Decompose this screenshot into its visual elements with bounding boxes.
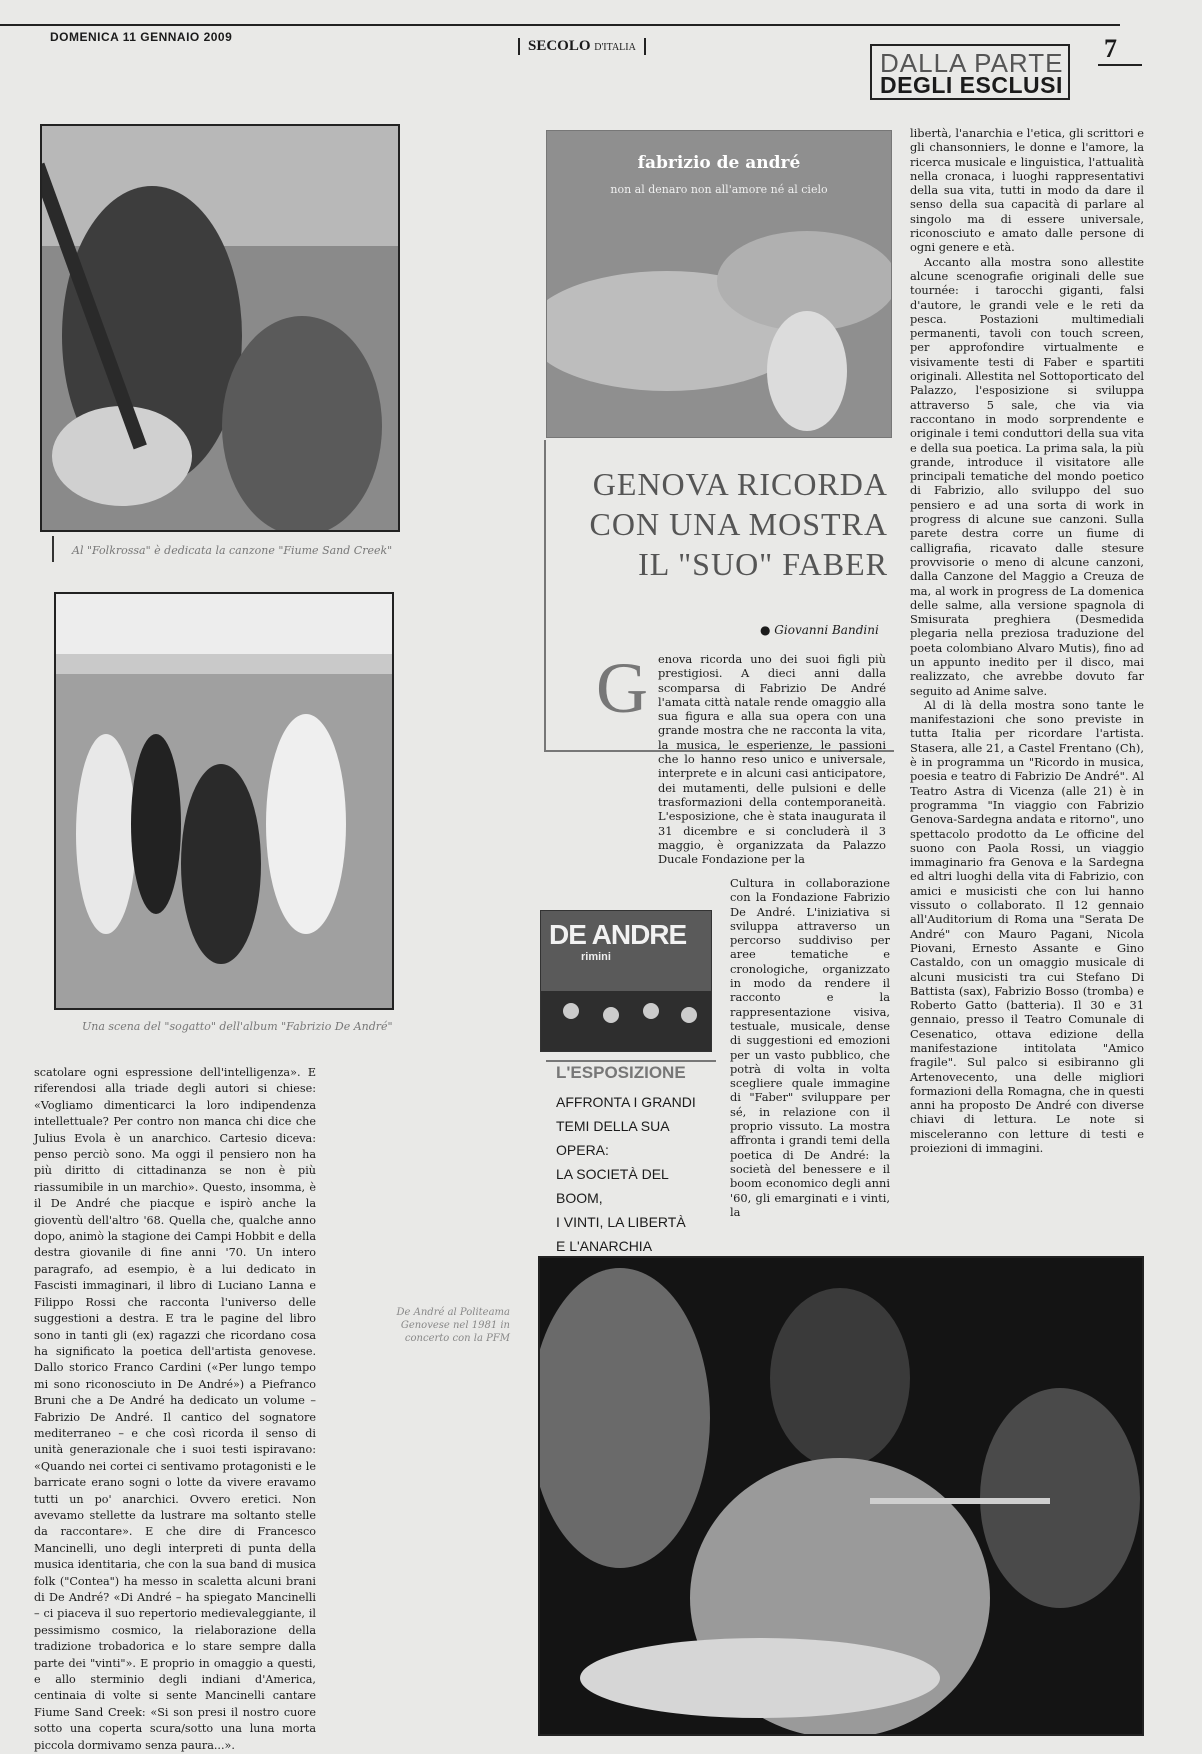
- headline-line2: CON UNA MOSTRA: [589, 506, 888, 542]
- byline: ● Giovanni Bandini: [760, 623, 879, 637]
- section-title-line2: DEGLI ESCLUSI: [880, 72, 1063, 98]
- newspaper-logo: [518, 38, 646, 55]
- author-name: Giovanni Bandini: [774, 623, 879, 637]
- sidebar-summary: [556, 1090, 716, 1258]
- photo1-caption: Al "Folkrossa" è dedicata la canzone "Fiume Sand Creek": [72, 544, 393, 557]
- right-paragraph-2: Accanto alla mostra sono allestite alcune scenografie originali delle sue tournée: i tarocchi giganti, falsi d'autore, le grandi vele e le reti da pesca. Postazioni multimediali permanenti, tavoli con touch screen, per approfondire virtualmente e visivamente testi di Faber e spartiti originali. Allestita nel Sottoporticato del Palazzo, l'esposizione si sviluppa attraverso 5 sale, che via via raccontano in modo sorprendente e originale i temi conduttori della sua vita e della sua poetica. La prima sala, la più grande, introduce il visitatore alle principali tematiche del mondo poetico di Fabrizio, allo sviluppo del suo pensiero e ad una sorta di work in progress di alcune sue canzoni. Sulla parete destra corre un fiume di calligrafia, ricavato dalle stesure provvisorie o meno di alcune canzoni, dalla Canzone del Maggio a Creuza de ma, al work in progress de La domenica delle salme, alla versione spagnola di Smisurata preghiera (Desmedida plegaria nella preziosa traduzione del poeta colombiano Alvaro Mutis), fino ad un appunto inedito per il disco, mai realizzato, che avrebbe dovuto far seguito ad Anime salve.: [910, 254, 1144, 698]
- right-column-text: [910, 126, 1144, 1155]
- book-subtitle: rimini: [581, 951, 611, 963]
- right-paragraph-3: Al di là della mostra sono tante le manifestazioni che sono previste in tutta Italia per ricordare l'artista. Stasera, alle 21, a Castel Frentano (Ch), è in programma un "Ricordo in musica, poesia e teatro di Fabrizio De André". Al Teatro Astra di Vicenza (alle 21) è in programma "In viaggio con Fabrizio Genova-Sardegna andata e ritorno", uno spettacolo prodotto da Le officine del suono con Paola Rossi, un viaggio immaginario fra Genova e la Sardegna ed altri luoghi della vita di Fabrizio, con amici e musicisti che con lui hanno vissuto o collaborato. Il 12 gennaio all'Auditorium di Roma una "Serata De André" con Mauro Pagani, Nicola Piovani, Ernesto Assante e Gino Castaldo, con un omaggio musicale di alcuni musicisti tra cui Stefano Di Battista (sax), Fabrizio Bosso (tromba) e Roberto Gatto (batteria). Il 30 e 31 gennaio, presso il Teatro Comunale di Cesenatico, ottava edizione della manifestazione intitolata "Amico fragile". Sul palco si esibiranno gli Artenovecento, una delle migliori formazioni della Romagna, che in questi anni ha proposto De André con diverse chiavi di lettura. Le note si misceleranno con letture di testi e proiezioni di immagini.: [910, 697, 1144, 1156]
- page-number-rule: [1098, 64, 1142, 66]
- sidebar-line: TEMI DELLA SUA OPERA:: [556, 1118, 669, 1158]
- right-paragraph-1: libertà, l'anarchia e l'etica, gli scrittori e gli chansonniers, le donne e l'amore, la ricerca musicale e linguistica, l'attualità nella cronaca, i luoghi rappresentativi della sua vita, tutti in modo da dare il senso della sua capacità di parlare al singolo ma di essere universale, riconosciuto e amato dalle persone di ogni genere e età.: [910, 126, 1144, 255]
- lead-paragraph-top: [658, 652, 886, 866]
- middle-column-text: [730, 876, 890, 1219]
- headline-line3: IL "SUO" FABER: [638, 546, 888, 582]
- cover-sky-image: [547, 131, 891, 437]
- sidebar-line: LA SOCIETÀ DEL BOOM,: [556, 1166, 669, 1206]
- middle-text: Cultura in collaborazione con la Fondazione Fabrizio De André. L'iniziativa si sviluppa attraverso un percorso suddiviso per aree tematiche e cronologiche, organizzato in modo da rendere il racconto e la rappresentazione visiva, testuale, musicale, dense di suggestioni ed emozioni per un vasto pubblico, che potrà di volta in volta scegliere quale immagine di "Faber" sviluppare per sé, in relazione con il proprio vissuto. La mostra affronta i grandi temi della poetica di De André: la società del benessere e il boom economico degli anni '60, gli emarginati e i vinti, la: [730, 876, 890, 1219]
- photo-figures-field: [54, 592, 394, 1010]
- book-title: DE ANDRE: [549, 919, 687, 950]
- photo-concert: [538, 1256, 1144, 1736]
- sidebar-rule: [546, 1060, 716, 1062]
- sidebar-line: AFFRONTA I GRANDI: [556, 1094, 696, 1110]
- masthead-rule: [0, 24, 1120, 26]
- drop-cap: G: [596, 648, 648, 728]
- photo-concert-image: [540, 1258, 1142, 1734]
- left-column-text: [34, 1065, 316, 1754]
- headline: [552, 464, 888, 584]
- photo-native-american-image: [42, 126, 398, 530]
- cover-subtitle: non al denaro non all'amore né al cielo: [610, 183, 828, 196]
- newspaper-name: SECOLO: [528, 38, 591, 54]
- concert-caption: De André al Politeama Genovese nel 1981 in concerto con la PFM: [396, 1307, 510, 1344]
- cover-title: fabrizio de andré: [637, 153, 801, 173]
- newspaper-suffix: D'ITALIA: [594, 42, 636, 53]
- lead-text: enova ricorda uno dei suoi figli più prestigiosi. A dieci anni dalla scomparsa di Fabrizio De André l'amata città natale rende omaggio alla sua figura e alla sua opera con una grande mostra che ne racconta la vita, la musica, le esperienze, le passioni che lo hanno reso unico e universale, interprete e in alcuni casi anticipatore, dei mutamenti, delle pulsioni e delle trasformazioni della contemporaneità. L'esposizione, che è stata inaugurata il 31 dicembre e si concluderà il 3 maggio, è organizzata da Palazzo Ducale Fondazione per la: [658, 652, 886, 867]
- headline-line1: GENOVA RICORDA: [592, 466, 888, 502]
- section-title-line1: DALLA PARTE: [880, 48, 1064, 78]
- sidebar-line: E L'ANARCHIA: [556, 1238, 653, 1254]
- photo-native-american: [40, 124, 400, 532]
- issue-date: DOMENICA 11 GENNAIO 2009: [50, 30, 233, 44]
- left-column-paragraph: scatolare ogni espressione dell'intelligenza». E riferendosi alla triade degli autori si chiese: «Vogliamo dimenticarci la loro indipendenza intellettuale? Per contro non manca chi dice che Julius Evola è un anarchico. Cartesio diceva: penso perciò sono. Ma oggi il pensiero non ha più diritto di cittadinanza se non è più riassumibile in un marchio». Questo, insomma, è il De André che piacque e ispirò anche la gioventù dell'altro '68. Quella che, qualche anno dopo, animò la stagione dei Campi Hobbit e della destra giovanile di fine anni '70. Un intero paragrafo, ad esempio, è a lui dedicato in Fascisti immaginari, il libro di Luciano Lanna e Filippo Rossi che racconta l'universo delle suggestioni a destra. E tra le pagine del libro sono in tanti gli (ex) ragazzi che ricordano cosa ha significato la poetica dell'artista genovese. Dallo storico Franco Cardini («Per lungo tempo mi sono riconosciuto in De André») a Piefranco Bruni che a De André ha dedicato un volume – Fabrizio De André. Il cantico del sognatore mediterraneo – e che così ricorda il senso di unità generazionale che i suoi testi ispiravano: «Quando nei cortei ci sentivamo protagonisti e le barricate erano sogni o lotte da vivere eravamo tutti un po' anarchici. Ovvero eretici. Non avevamo stellette da lustrare ma soltanto stelle da raccontare». E che dire di Francesco Mancinelli, uno degli interpreti di punta della musica identitaria, che con la sua band di musica folk ("Contea") ha messo in scaletta alcuni brani di De André? «Di André – ha spiegato Mancinelli – ci piaceva il suo repertorio medievaleggiante, il pessimismo cosmico, la rielaborazione della tradizione trobadorica e lo stare sempre dalla parte dei "vinti"». E proprio in omaggio a questi, e allo sterminio degli indiani d'America, centinaia di volte si sente Mancinelli cantare Fiume Sand Creek: «Si son presi il nostro cuore sotto una coperta scura/sotto una luna morta piccola dormivamo senza paura...».: [34, 1066, 316, 1752]
- photo-figures-field-image: [56, 594, 392, 1008]
- page-number: 7: [1104, 34, 1117, 63]
- sidebar-label: L'ESPOSIZIONE: [556, 1063, 686, 1082]
- caption-bar: [52, 536, 54, 562]
- photo2-caption: Una scena del "sogatto" dell'album "Fabrizio De André": [82, 1020, 393, 1033]
- album-cover-image: [546, 130, 892, 438]
- sidebar-line: I VINTI, LA LIBERTÀ: [556, 1214, 686, 1230]
- book-cover-image: [540, 910, 712, 1052]
- section-header: [870, 44, 1070, 100]
